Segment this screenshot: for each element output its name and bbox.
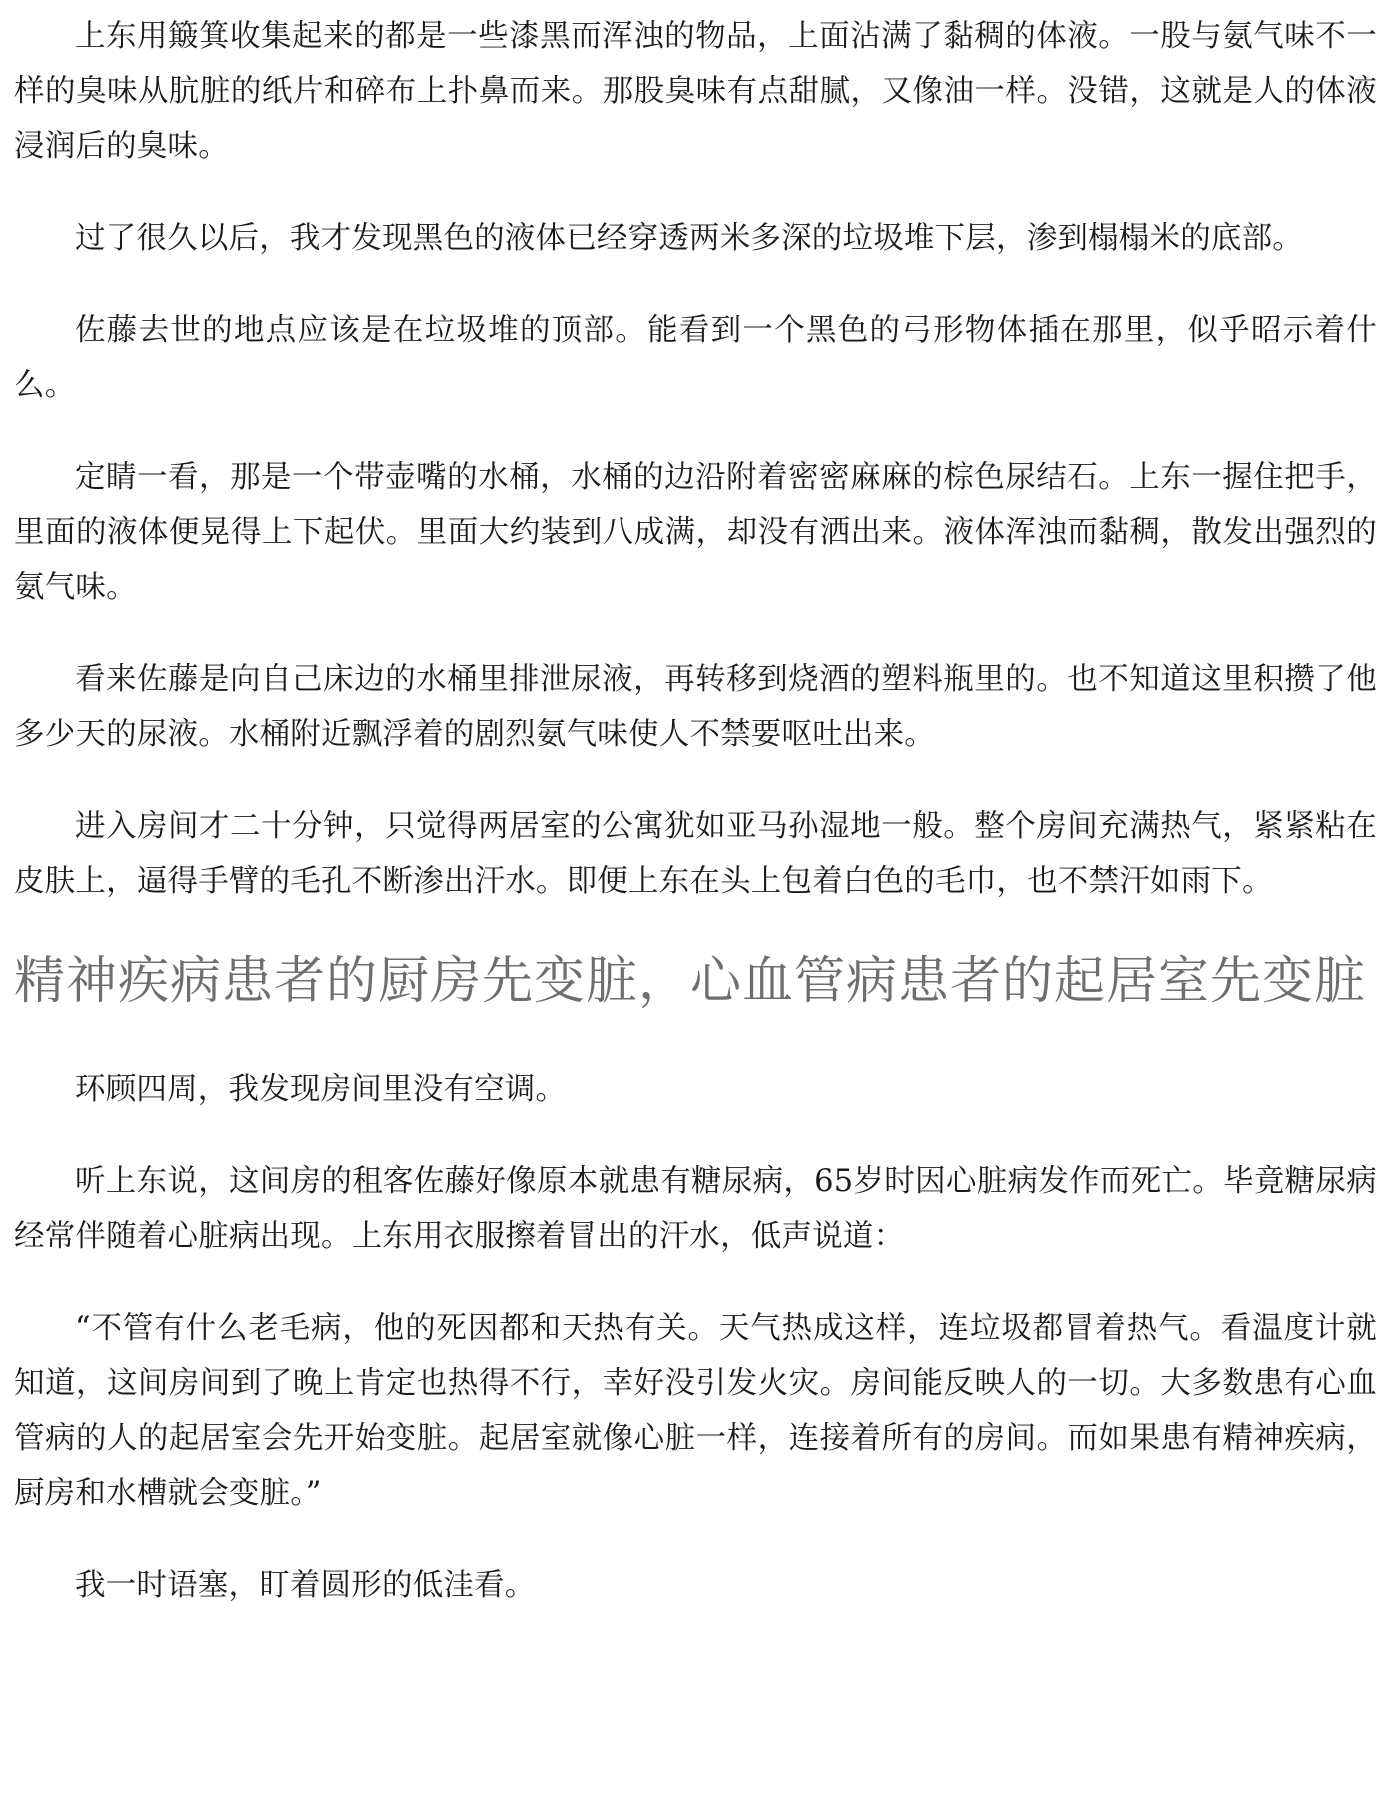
paragraph: 看来佐藤是向自己床边的水桶里排泄尿液，再转移到烧酒的塑料瓶里的。也不知道这里积攒了他多少天的尿液。水桶附近飘浮着的剧烈氨气味使人不禁要呕吐出来。: [14, 662, 1377, 752]
document-page: [14, 0, 1377, 1613]
paragraph: 上东用簸箕收集起来的都是一些漆黑而浑浊的物品，上面沾满了黏稠的体液。一股与氨气味不一样的臭味从肮脏的纸片和碎布上扑鼻而来。那股臭味有点甜腻，又像油一样。没错，这就是人的体液浸润后的臭味。: [14, 19, 1377, 164]
section-heading: 精神疾病患者的厨房先变脏，心血管病患者的起居室先变脏: [14, 952, 1367, 1011]
paragraph: 佐藤去世的地点应该是在垃圾堆的顶部。能看到一个黑色的弓形物体插在那里，似乎昭示着什么。: [14, 313, 1377, 403]
paragraph: “不管有什么老毛病，他的死因都和天热有关。天气热成这样，连垃圾都冒着热气。看温度计就知道，这间房间到了晚上肯定也热得不行，幸好没引发火灾。房间能反映人的一切。大多数患有心血管病的人的起居室会先开始变脏。起居室就像心脏一样，连接着所有的房间。而如果患有精神疾病，厨房和水槽就会变脏。”: [14, 1311, 1377, 1511]
paragraph: 过了很久以后，我才发现黑色的液体已经穿透两米多深的垃圾堆下层，渗到榻榻米的底部。: [75, 221, 1303, 256]
paragraph: 环顾四周，我发现房间里没有空调。: [75, 1072, 567, 1107]
paragraph: 听上东说，这间房的租客佐藤好像原本就患有糖尿病，65岁时因心脏病发作而死亡。毕竟糖尿病经常伴随着心脏病出现。上东用衣服擦着冒出的汗水，低声说道：: [14, 1164, 1377, 1254]
paragraph: 我一时语塞，盯着圆形的低洼看。: [75, 1568, 536, 1603]
paragraph: 定睛一看，那是一个带壶嘴的水桶，水桶的边沿附着密密麻麻的棕色尿结石。上东一握住把手，里面的液体便晃得上下起伏。里面大约装到八成满，却没有洒出来。液体浑浊而黏稠，散发出强烈的氨气味。: [14, 460, 1377, 605]
paragraph: 进入房间才二十分钟，只觉得两居室的公寓犹如亚马孙湿地一般。整个房间充满热气，紧紧粘在皮肤上，逼得手臂的毛孔不断渗出汗水。即便上东在头上包着白色的毛巾，也不禁汗如雨下。: [14, 809, 1377, 899]
